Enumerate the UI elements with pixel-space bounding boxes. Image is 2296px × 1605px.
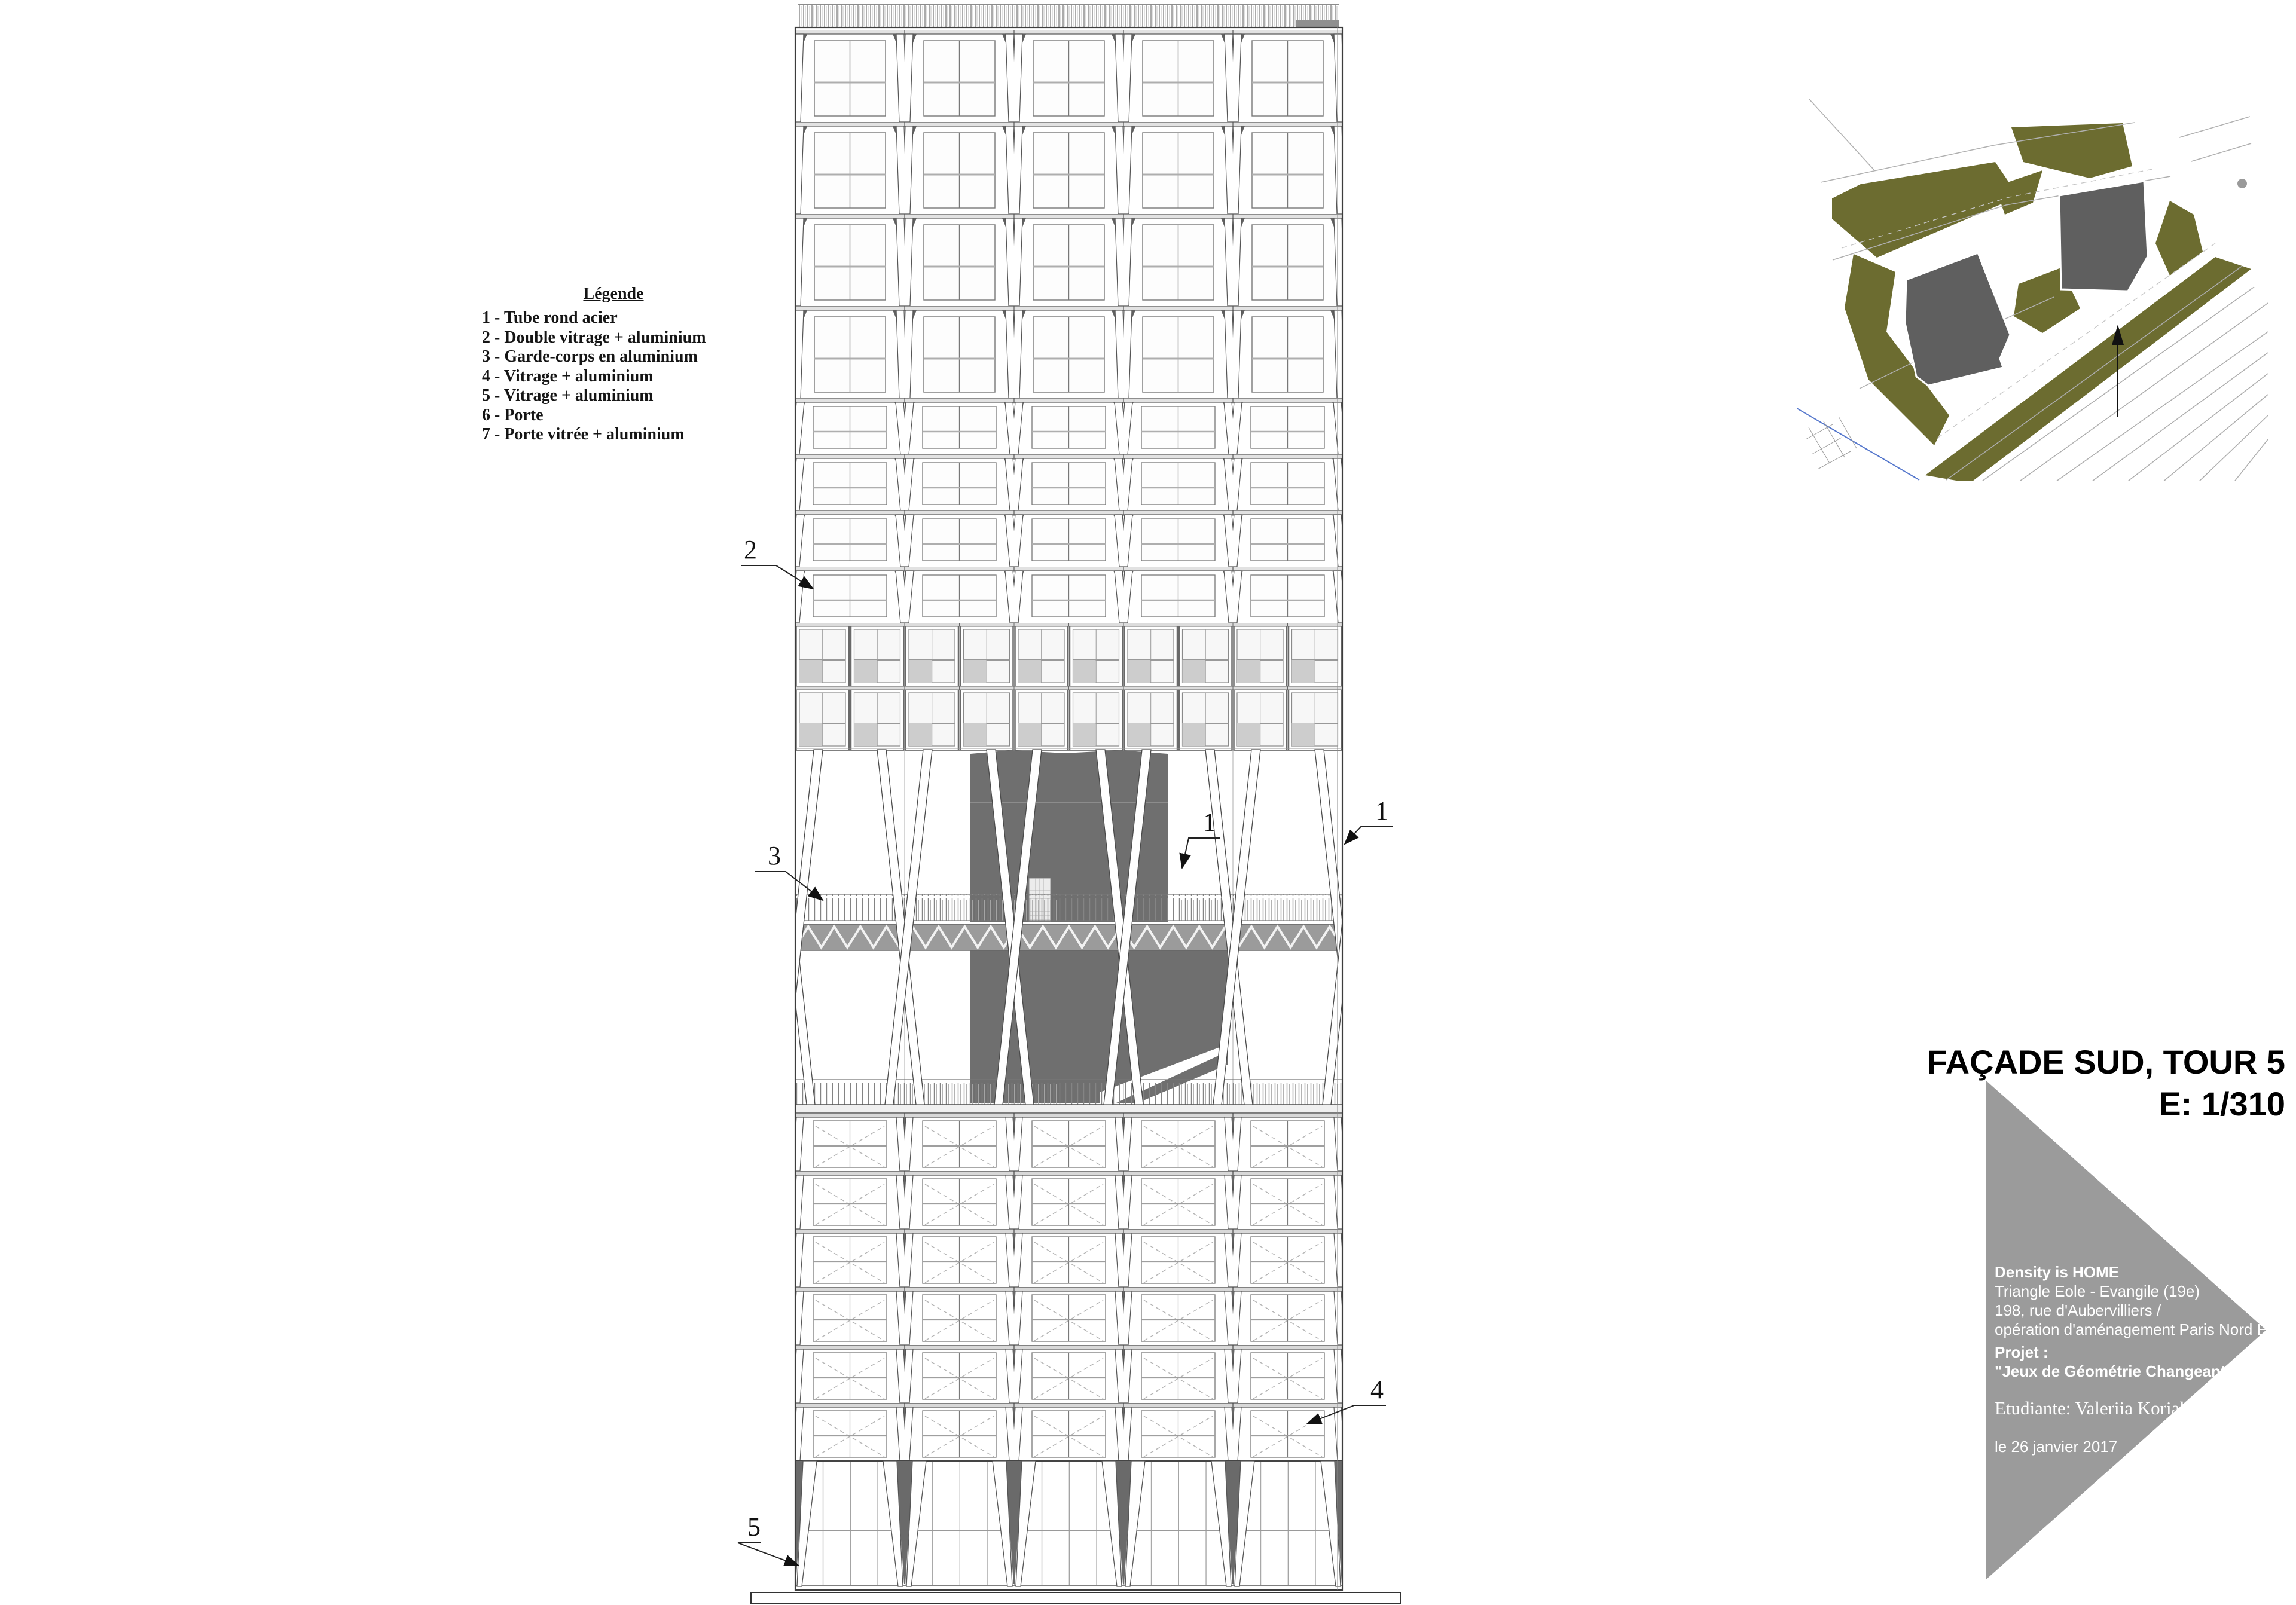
leader-callout-5 xyxy=(738,1543,799,1566)
project-block xyxy=(1995,1262,2282,1456)
callout-3: 3 xyxy=(768,841,781,870)
legend-item-5: 5 - Vitrage + aluminium xyxy=(482,386,654,405)
legend-item-1: 1 - Tube rond acier xyxy=(482,308,618,327)
leader-callout-2 xyxy=(741,565,813,589)
project-name: Density is HOME xyxy=(1995,1263,2120,1281)
leader-callout-4 xyxy=(1307,1405,1386,1424)
project-location-1: Triangle Eole - Evangile (19e) xyxy=(1995,1282,2200,1300)
student-name: Etudiante: Valeriia Koriakina xyxy=(1995,1398,2212,1418)
callout-1-inner: 1 xyxy=(1203,808,1216,837)
callout-4: 4 xyxy=(1370,1375,1384,1404)
leader-callout-1-outer xyxy=(1345,827,1393,844)
callout-2: 2 xyxy=(744,535,757,564)
project-title: "Jeux de Géométrie Changeante" xyxy=(1995,1362,2242,1380)
legend-item-4: 4 - Vitrage + aluminium xyxy=(482,366,654,386)
legend-item-2: 2 - Double vitrage + aluminium xyxy=(482,328,706,347)
leader-callout-3 xyxy=(755,872,823,900)
sheet-title: FAÇADE SUD, TOUR 5 xyxy=(1926,1043,2285,1081)
leader-callout-1-inner xyxy=(1182,838,1220,868)
callout-1-outer: 1 xyxy=(1375,796,1388,826)
legend-item-7: 7 - Porte vitrée + aluminium xyxy=(482,425,685,444)
sheet-scale: E: 1/310 xyxy=(2158,1085,2285,1123)
legend-item-6: 6 - Porte xyxy=(482,405,544,424)
legend-title: Légende xyxy=(583,285,644,303)
project-location-2: 198, rue d'Aubervilliers / xyxy=(1995,1301,2161,1319)
callout-5: 5 xyxy=(747,1512,761,1542)
project-location-3: opération d'aménagement Paris Nord Est xyxy=(1995,1320,2280,1338)
legend-item-3: 3 - Garde-corps en aluminium xyxy=(482,347,698,366)
project-label: Projet : xyxy=(1995,1343,2048,1361)
sheet-date: le 26 janvier 2017 xyxy=(1995,1438,2118,1456)
